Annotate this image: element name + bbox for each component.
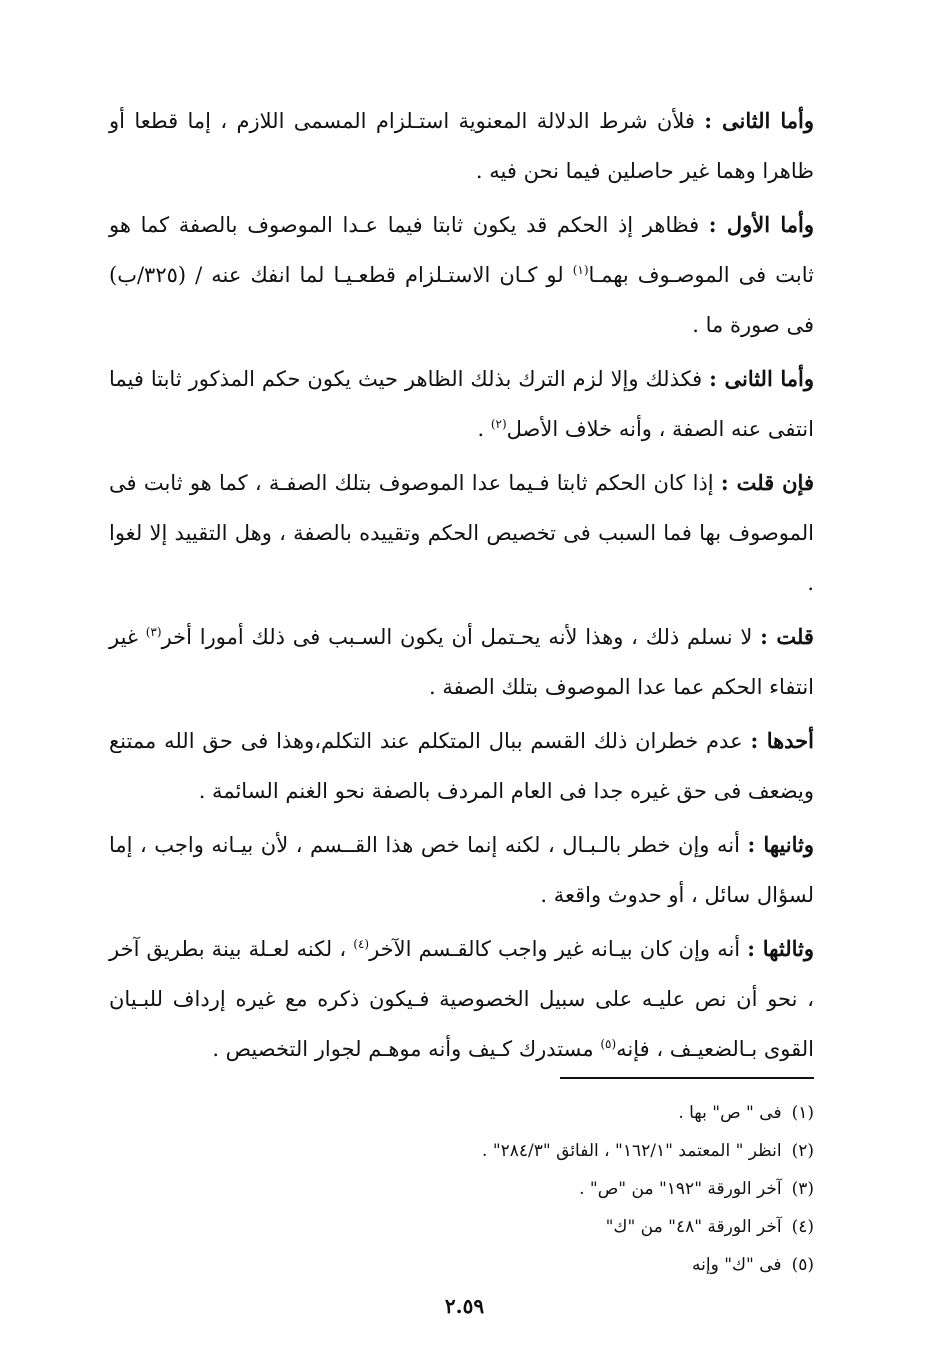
footnote-number: (٢) — [791, 1141, 814, 1161]
paragraph-text: فظاهر إذ الحكم قد يكون ثابتا فيما عـدا الموصوف بالصفة كما هو ثابت فى الموصـوف بهمـا — [109, 213, 814, 287]
paragraph-lead: وثالثها : — [747, 936, 814, 961]
paragraph-lead: وأما الثانى : — [709, 366, 814, 391]
paragraph — [109, 200, 814, 350]
paragraph — [109, 458, 814, 608]
footnote-ref: (٤) — [353, 937, 370, 951]
paragraph-text: فكذلك وإلا لزم الترك بذلك الظاهر حيث يكون حكم المذكور ثابتا فيما انتفى عنه الصفة ، وأنه خلاف الأصل — [109, 367, 814, 441]
footnote — [109, 1132, 814, 1170]
paragraph-text: عدم خطران ذلك القسم ببال المتكلم عند التكلم،وهذا فى حق الله ممتنع ويضعف فى حق غيره جدا فى العام المردف بالصفة نحو الغنم السائمة . — [109, 729, 814, 803]
paragraph-text: إذا كان الحكم ثابتا فـيما عدا الموصوف بتلك الصفـة ، كما هو ثابت فى الموصوف بها فما السبب فى تخصيص الحكم وتقييده بالصفة ، وهل التقييد إلا لغوا . — [109, 471, 814, 595]
footnote-number: (٥) — [791, 1255, 814, 1275]
footnote-text: انظر " المعتمد "١٦٢/١" ، الفائق "٢٨٤/٣" . — [482, 1141, 782, 1161]
paragraph-text: . — [477, 417, 491, 441]
footnote-ref: (٣) — [145, 625, 162, 639]
footnote — [109, 1170, 814, 1208]
footnote-ref: (٢) — [490, 417, 507, 431]
paragraph-text: فلأن شرط الدلالة المعنوية استـلزام المسمى اللازم ، إما قطعا أو ظاهرا وهما غير حاصلين فيما نحن فيه . — [109, 109, 814, 183]
paragraph-text: غير انتفاء الحكم عما عدا الموصوف بتلك الصفة . — [109, 625, 814, 699]
paragraph-lead: وأما الثانى : — [704, 108, 814, 133]
paragraph-text: أنه وإن خطر بالـبـال ، لكنه إنما خص هذا القــسم ، لأن بيـانه واجب ، إما لسؤال سائل ، أو حدوث واقعة . — [109, 833, 814, 907]
footnote-number: (٤) — [791, 1217, 814, 1237]
footnote-ref: (٥) — [600, 1037, 617, 1051]
paragraph — [109, 820, 814, 920]
paragraph-text: ، لكنه لعـلة بينة بطريق آخر ، نحو أن نص عليـه على سبيل الخصوصية فـيكون ذكره مع غيره إرداف للبـيان القوى بـالضعيـف ، فإنه — [109, 937, 814, 1061]
paragraph — [109, 924, 814, 1074]
footnote — [109, 1094, 814, 1132]
paragraph-text: لو كـان الاستـلزام قطعـيـا لما انفك عنه / (٣٢٥/ب) فى صورة ما . — [109, 263, 814, 337]
footnotes — [109, 1094, 814, 1284]
footnote-text: آخر الورقة "٤٨" من "ك" — [605, 1217, 782, 1237]
footnote-text: آخر الورقة "١٩٢" من "ص" . — [579, 1179, 782, 1199]
footnote-number: (١) — [791, 1103, 814, 1123]
paragraph-text: لا نسلم ذلك ، وهذا لأنه يحـتمل أن يكون السـبب فى ذلك أمورا أخر — [161, 625, 761, 649]
footnote-number: (٣) — [791, 1179, 814, 1199]
paragraph-lead: وثانيها : — [747, 832, 814, 857]
footnote — [109, 1208, 814, 1246]
paragraph-lead: فإن قلت : — [720, 470, 814, 495]
paragraph-text: مستدرك كـيف وأنه موهـم لجوار التخصيص . — [212, 1037, 601, 1061]
paragraph — [109, 354, 814, 454]
footnote-text: فى " ص" بها . — [678, 1103, 782, 1123]
paragraph-text: أنه وإن كان بيـانه غير واجب كالقـسم الآخر — [369, 937, 748, 961]
paragraph-lead: أحدها : — [750, 728, 815, 753]
paragraph-lead: قلت : — [760, 624, 814, 649]
footnote — [109, 1246, 814, 1284]
footnote-text: فى "ك" وإنه — [692, 1255, 782, 1275]
footnote-ref: (١) — [572, 263, 589, 277]
paragraph-lead: وأما الأول : — [708, 212, 814, 237]
page-number: ٢.٥٩ — [444, 1294, 485, 1318]
paragraph — [109, 96, 814, 196]
paragraph — [109, 612, 814, 712]
footnote-divider — [560, 1077, 814, 1079]
paragraph — [109, 716, 814, 816]
body-text — [109, 96, 814, 1078]
